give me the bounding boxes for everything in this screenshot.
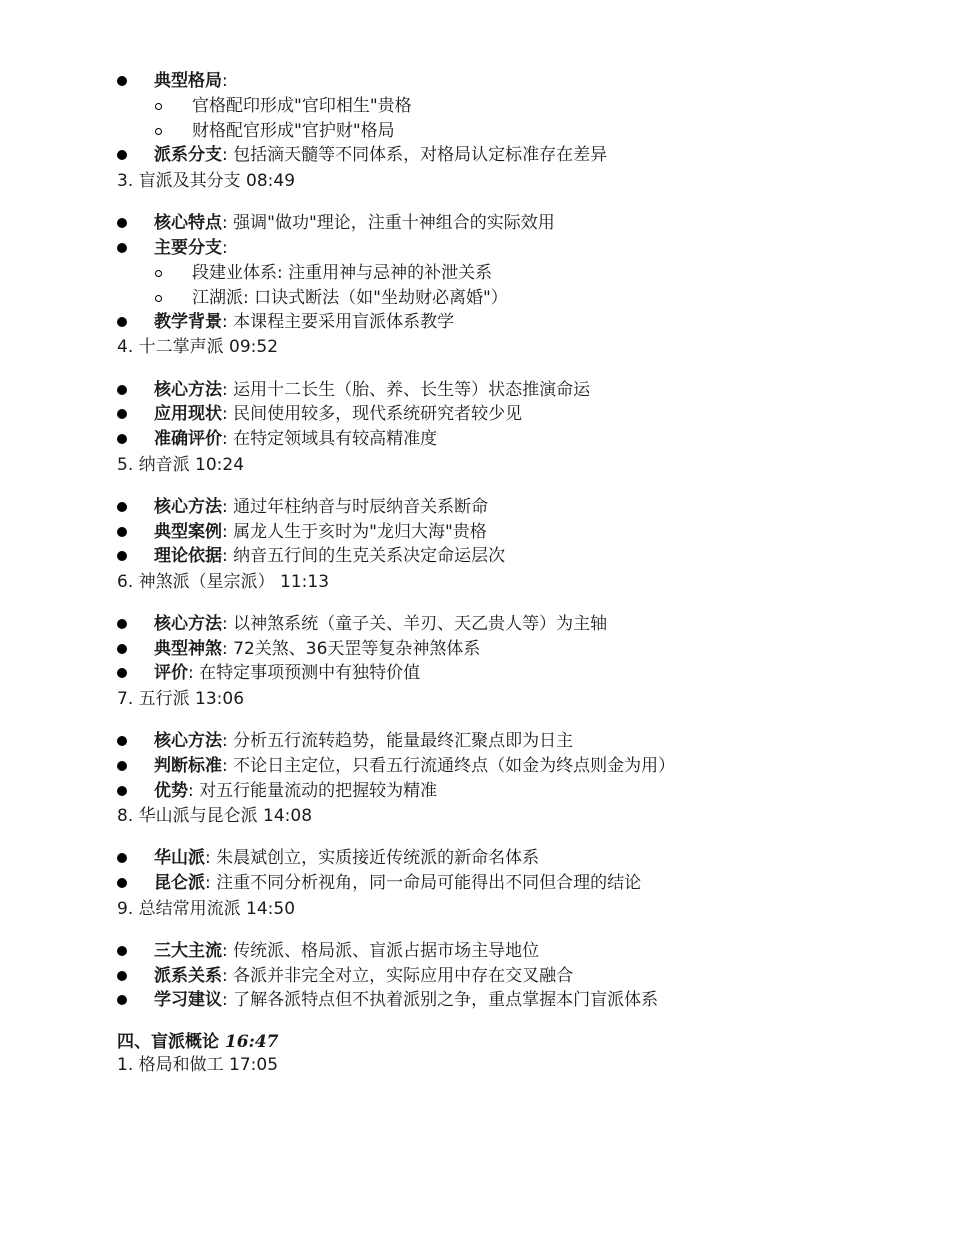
bullet-item <box>0 402 954 426</box>
heading-text: 9. 总结常用流派 14:50 <box>117 899 296 919</box>
bullet-content <box>154 964 573 988</box>
section-timestamp: 16:47 <box>224 1032 279 1052</box>
bullet-label: 主要分支 <box>154 238 222 258</box>
bullet-content <box>154 612 607 636</box>
bullet-content <box>154 988 658 1012</box>
bullet-dot-icon <box>117 946 127 956</box>
bullet-label: 判断标准 <box>154 756 222 776</box>
bullet-content <box>154 402 522 426</box>
bullet-dot-icon <box>117 502 127 512</box>
bullet-dot-icon <box>117 385 127 395</box>
numbered-heading <box>0 453 954 477</box>
bullet-text: : 在特定领域具有较高精准度 <box>222 429 438 449</box>
bullet-content <box>154 637 480 661</box>
bullet-text: : 分析五行流转趋势，能量最终汇聚点即为日主 <box>222 731 574 751</box>
bullet-dot-icon <box>117 761 127 771</box>
bullet-text: : 包括滴天髓等不同体系，对格局认定标准存在差异 <box>222 145 608 165</box>
numbered-heading <box>0 169 954 193</box>
bullet-dot-icon <box>117 853 127 863</box>
bullet-content <box>154 661 420 685</box>
section-heading <box>0 1030 954 1054</box>
bullet-label: 核心特点 <box>154 213 222 233</box>
bullet-label: 核心方法 <box>154 380 222 400</box>
bullet-text: : 对五行能量流动的把握较为精准 <box>188 781 438 801</box>
bullet-item <box>0 495 954 519</box>
bullet-dot-icon <box>117 317 127 327</box>
bullet-content <box>154 846 539 870</box>
bullet-item <box>0 729 954 753</box>
sub-bullet-item <box>0 119 954 143</box>
sub-bullet-item <box>0 94 954 118</box>
bullet-label: 昆仑派 <box>154 873 205 893</box>
bullet-text: : 民间使用较多，现代系统研究者较少见 <box>222 404 523 424</box>
bullet-label: 核心方法 <box>154 731 222 751</box>
numbered-heading <box>0 687 954 711</box>
bullet-label: 派系分支 <box>154 145 222 165</box>
numbered-heading <box>0 804 954 828</box>
sub-bullet-text: 江湖派: 口诀式断法（如"坐劫财必离婚"） <box>192 288 508 308</box>
bullet-content <box>154 754 675 778</box>
numbered-heading <box>0 570 954 594</box>
bullet-text: : 注重不同分析视角，同一命局可能得出不同但合理的结论 <box>205 873 642 893</box>
bullet-text: : 通过年柱纳音与时辰纳音关系断命 <box>222 497 489 517</box>
bullet-item <box>0 427 954 451</box>
bullet-content <box>154 69 228 93</box>
bullet-item <box>0 143 954 167</box>
sub-bullet-item <box>0 261 954 285</box>
bullet-text: : 在特定事项预测中有独特价值 <box>188 663 421 683</box>
bullet-content <box>154 310 454 334</box>
bullet-dot-icon <box>117 150 127 160</box>
bullet-dot-icon <box>117 736 127 746</box>
bullet-label: 评价 <box>154 663 188 683</box>
heading-text: 6. 神煞派（星宗派） 11:13 <box>117 572 330 592</box>
bullet-text: : 强调"做功"理论，注重十神组合的实际效用 <box>222 213 555 233</box>
bullet-content <box>154 211 555 235</box>
bullet-content <box>154 779 437 803</box>
bullet-content <box>154 871 641 895</box>
bullet-label: 典型案例 <box>154 522 222 542</box>
bullet-item <box>0 520 954 544</box>
bullet-text: : 纳音五行间的生克关系决定命运层次 <box>222 546 506 566</box>
hollow-circle-icon <box>155 103 162 110</box>
bullet-item <box>0 939 954 963</box>
bullet-content <box>154 544 505 568</box>
bullet-dot-icon <box>117 619 127 629</box>
bullet-item <box>0 661 954 685</box>
bullet-dot-icon <box>117 995 127 1005</box>
bullet-text: : 以神煞系统（童子关、羊刃、天乙贵人等）为主轴 <box>222 614 608 634</box>
bullet-dot-icon <box>117 218 127 228</box>
bullet-text: : 不论日主定位，只看五行流通终点（如金为终点则金为用） <box>222 756 676 776</box>
sub-bullet-text: 段建业体系: 注重用神与忌神的补泄关系 <box>192 263 493 283</box>
bullet-text: : <box>222 71 228 91</box>
bullet-content <box>154 495 488 519</box>
section-title-text: 四、盲派概论 <box>117 1032 225 1052</box>
bullet-label: 核心方法 <box>154 497 222 517</box>
bullet-label: 优势 <box>154 781 188 801</box>
hollow-circle-icon <box>155 128 162 135</box>
bullet-dot-icon <box>117 668 127 678</box>
bullet-item <box>0 211 954 235</box>
bullet-label: 典型神煞 <box>154 639 222 659</box>
bullet-text: : <box>222 238 228 258</box>
heading-text: 4. 十二掌声派 09:52 <box>117 337 279 357</box>
bullet-dot-icon <box>117 878 127 888</box>
bullet-label: 应用现状 <box>154 404 222 424</box>
bullet-content <box>154 427 437 451</box>
bullet-label: 典型格局 <box>154 71 222 91</box>
bullet-dot-icon <box>117 551 127 561</box>
bullet-dot-icon <box>117 76 127 86</box>
bullet-content <box>154 143 607 167</box>
bullet-item <box>0 964 954 988</box>
heading-text: 3. 盲派及其分支 08:49 <box>117 171 296 191</box>
bullet-text: : 属龙人生于亥时为"龙归大海"贵格 <box>222 522 487 542</box>
bullet-label: 学习建议 <box>154 990 222 1010</box>
bullet-dot-icon <box>117 527 127 537</box>
sub-bullet-text: 官格配印形成"官印相生"贵格 <box>192 96 412 116</box>
bullet-item <box>0 236 954 260</box>
bullet-text: : 朱晨斌创立，实质接近传统派的新命名体系 <box>205 848 540 868</box>
bullet-label: 教学背景 <box>154 312 222 332</box>
bullet-item <box>0 69 954 93</box>
sub-bullet-item <box>0 286 954 310</box>
bullet-dot-icon <box>117 243 127 253</box>
bullet-text: : 本课程主要采用盲派体系教学 <box>222 312 455 332</box>
section-title <box>117 1030 279 1054</box>
bullet-label: 核心方法 <box>154 614 222 634</box>
bullet-dot-icon <box>117 409 127 419</box>
heading-text: 5. 纳音派 10:24 <box>117 455 245 475</box>
bullet-text: : 运用十二长生（胎、养、长生等）状态推演命运 <box>222 380 591 400</box>
heading-text: 1. 格局和做工 17:05 <box>117 1055 279 1075</box>
bullet-item <box>0 754 954 778</box>
hollow-circle-icon <box>155 295 162 302</box>
heading-text: 7. 五行派 13:06 <box>117 689 245 709</box>
bullet-item <box>0 612 954 636</box>
hollow-circle-icon <box>155 270 162 277</box>
bullet-dot-icon <box>117 434 127 444</box>
bullet-content <box>154 520 487 544</box>
bullet-dot-icon <box>117 644 127 654</box>
bullet-text: : 了解各派特点但不执着派别之争，重点掌握本门盲派体系 <box>222 990 659 1010</box>
bullet-content <box>154 236 228 260</box>
bullet-item <box>0 378 954 402</box>
bullet-label: 准确评价 <box>154 429 222 449</box>
bullet-item <box>0 871 954 895</box>
bullet-label: 华山派 <box>154 848 205 868</box>
bullet-item <box>0 310 954 334</box>
sub-bullet-text: 财格配官形成"官护财"格局 <box>192 121 395 141</box>
bullet-content <box>154 378 590 402</box>
bullet-content <box>154 939 539 963</box>
bullet-label: 派系关系 <box>154 966 222 986</box>
bullet-dot-icon <box>117 971 127 981</box>
numbered-heading <box>0 335 954 359</box>
bullet-text: : 传统派、格局派、盲派占据市场主导地位 <box>222 941 540 961</box>
bullet-text: : 各派并非完全对立，实际应用中存在交叉融合 <box>222 966 574 986</box>
bullet-item <box>0 637 954 661</box>
bullet-content <box>154 729 573 753</box>
heading-text: 8. 华山派与昆仑派 14:08 <box>117 806 313 826</box>
bullet-label: 三大主流 <box>154 941 222 961</box>
numbered-heading <box>0 897 954 921</box>
bullet-item <box>0 846 954 870</box>
bullet-text: : 72关煞、36天罡等复杂神煞体系 <box>222 639 481 659</box>
bullet-item <box>0 779 954 803</box>
bullet-item <box>0 544 954 568</box>
numbered-heading <box>0 1053 954 1077</box>
bullet-item <box>0 988 954 1012</box>
bullet-label: 理论依据 <box>154 546 222 566</box>
bullet-dot-icon <box>117 786 127 796</box>
